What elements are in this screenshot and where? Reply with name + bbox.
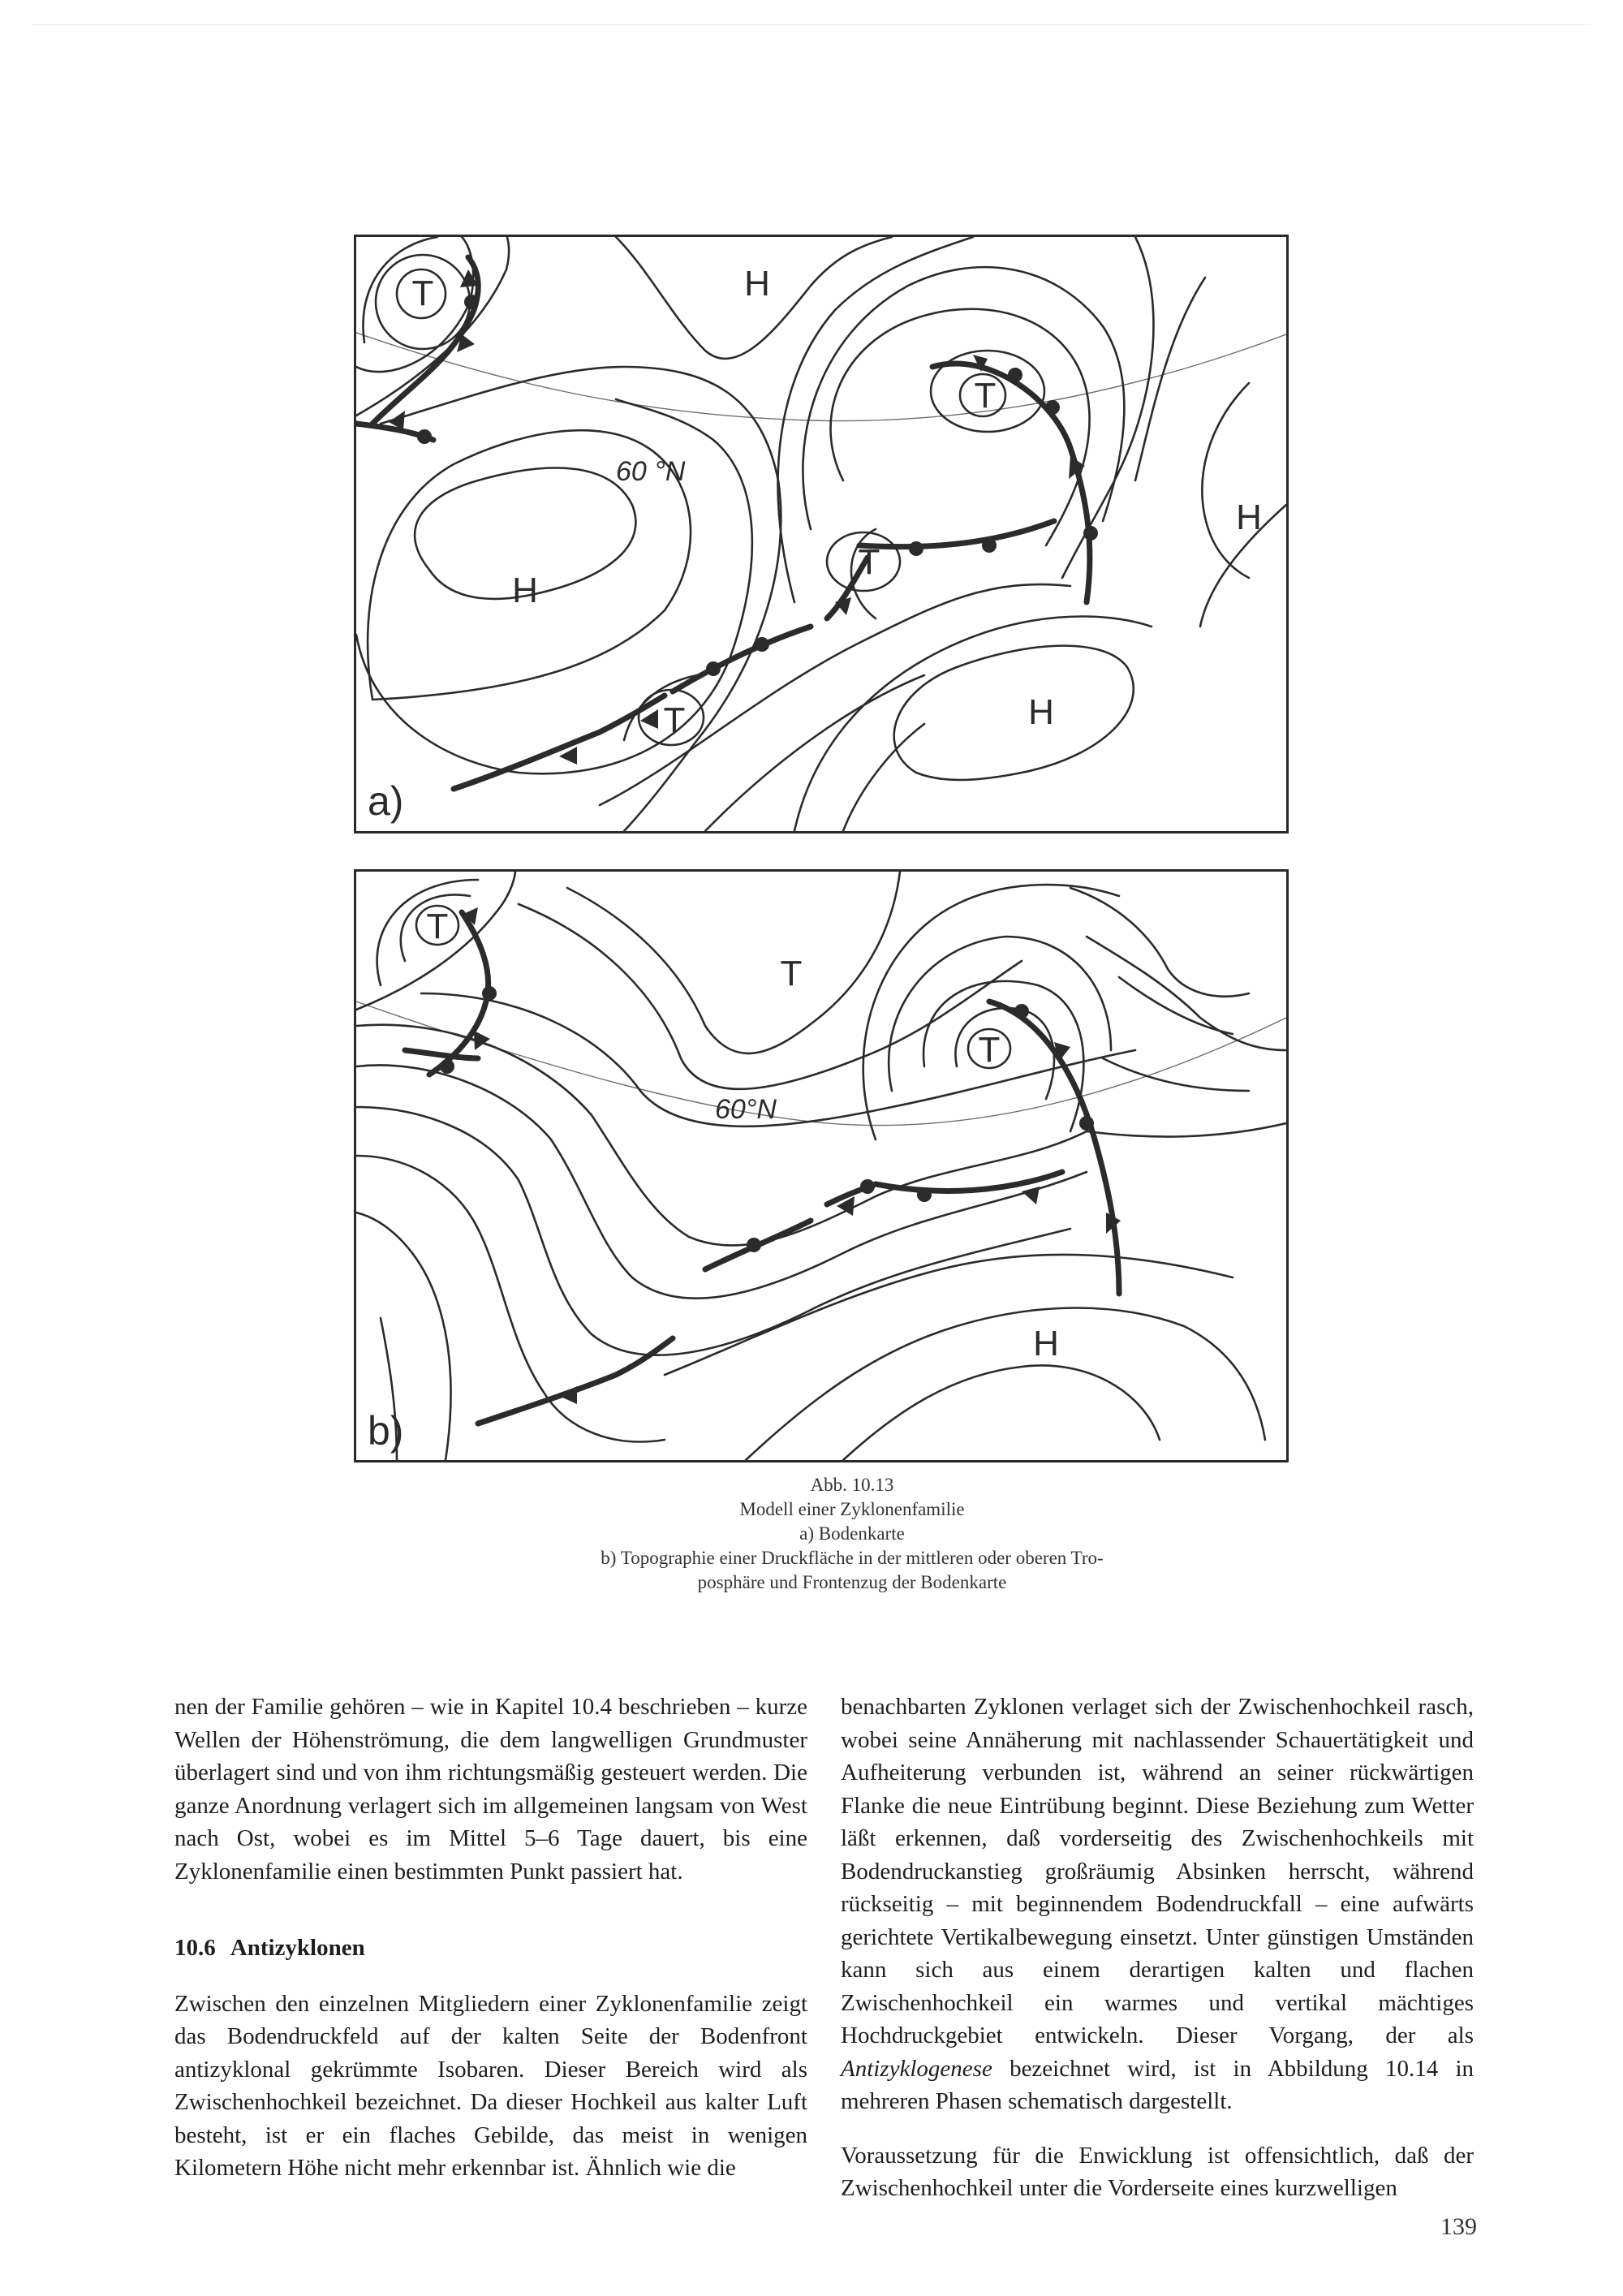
weather-front	[989, 1002, 1119, 1294]
caption-line-b2: posphäre und Frontenzug der Bodenkarte	[697, 1572, 1007, 1592]
warm-front-semicircle	[982, 538, 997, 553]
panel-letter: b)	[368, 1408, 404, 1454]
surface-map-svg	[356, 237, 1286, 831]
figure-title: Modell einer Zyklonenfamilie	[739, 1499, 965, 1519]
low-pressure-label: T	[974, 376, 997, 416]
latitude-label: 60 °N	[616, 456, 686, 487]
isobar	[356, 399, 752, 773]
warm-front-semicircle	[917, 1187, 932, 1202]
weather-front	[859, 521, 1054, 547]
low-pressure-label: T	[858, 542, 880, 582]
term-antizyklogenese: Antizyklogenese	[841, 2055, 992, 2082]
cold-front-triangle	[474, 1031, 490, 1050]
section-number: 10.6	[174, 1935, 216, 1961]
low-pressure-label: T	[411, 274, 434, 313]
latitude-60n-line	[356, 333, 1286, 421]
high-pressure-label: H	[1028, 692, 1054, 732]
figure-panel-a-surface-map	[354, 235, 1289, 834]
contour-line	[519, 904, 1022, 1089]
text-column-left	[174, 1691, 807, 2185]
warm-front-semicircle	[1008, 368, 1022, 382]
paragraph: Zwischen den einzelnen Mitgliedern einer Zyklonenfamilie zeigt das Bodendruckfeld auf der kalten Seite der Bodenfront antizyklonal gekrümmte Isobaren. Dieser Bereich wird als Zwischenhochkeil bezeichnet. Da dieser Hochkeil aus kalter Luft besteht, ist er ein flaches Gebilde, das meist in wenigen Kilometern Höhe nicht mehr erkennbar ist. Ähnlich wie die	[174, 1990, 807, 2181]
upper-air-map-svg	[356, 872, 1286, 1460]
cold-front-triangle	[1022, 1187, 1040, 1204]
low-pressure-label: T	[780, 954, 803, 993]
contour-line	[1119, 977, 1233, 1034]
latitude-60n-line	[356, 1002, 1286, 1126]
contour-line	[1103, 1058, 1249, 1091]
paragraph	[841, 1691, 1474, 2118]
warm-front-semicircle	[747, 1238, 761, 1252]
contour-line	[843, 1365, 1160, 1460]
caption-line-b1: b) Topographie einer Druckfläche in der mittleren oder oberen Tro-	[601, 1548, 1104, 1568]
contour-line	[356, 1107, 1070, 1355]
panel-letter: a)	[368, 778, 404, 824]
isobar	[803, 267, 1124, 529]
figure-panel-b-upper-air-map	[354, 869, 1289, 1462]
latitude-label: 60°N	[715, 1094, 777, 1125]
high-pressure-label: H	[1033, 1324, 1059, 1363]
warm-front-semicircle	[1083, 526, 1098, 541]
isobar	[894, 646, 1134, 780]
isobar	[356, 237, 509, 416]
contour-line	[1087, 1123, 1286, 1137]
page-top-rule	[32, 24, 1591, 25]
isobar	[600, 584, 1070, 805]
warm-front-semicircle	[1079, 1116, 1094, 1131]
high-pressure-label: H	[1236, 498, 1262, 537]
isobar	[1062, 237, 1154, 578]
warm-front-semicircle	[464, 295, 479, 309]
weather-front	[478, 1338, 673, 1424]
warm-front-semicircle	[1045, 400, 1060, 415]
low-pressure-label: T	[978, 1030, 1001, 1070]
low-pressure-label: T	[663, 700, 686, 740]
section-title: Antizyklonen	[230, 1935, 365, 1961]
contour-line	[567, 872, 900, 1053]
contour-line	[356, 1156, 665, 1442]
warm-front-semicircle	[755, 637, 769, 652]
warm-front-semicircle	[417, 429, 432, 444]
paragraph-text: benachbarten Zyklonen verlaget sich der Zwischenhochkeil rasch, wobei seine Annäherung mit nachlassender Schauertätigkeit und Aufheiterung verbunden ist, während an seiner rückwärtigen Flanke die neue Eintrübung beginnt. Diese Beziehung zum Wetter läßt erkennen, daß vorderseitig des Zwischenhochkeils mit Bodendruckanstieg großräumig Absinken herrscht, während rückseitig – mit beginnendem Bodendruckfall – eine aufwärts gerichtete Vertikalbewegung einsetzt. Unter günstigen Umständen kann sich aus einem derartigen kalten und flachen Zwischenhochkeil ein warmes und vertikal mächtiges Hochdruckgebiet entwickeln. Dieser Vorgang, der als	[841, 1694, 1474, 2048]
paragraph: Voraussetzung für die Enwicklung ist offensichtlich, daß der Zwischenhochkeil unter die Vorderseite eines kurzwelligen	[841, 2142, 1474, 2201]
warm-front-semicircle	[482, 986, 497, 1001]
weather-front	[405, 1050, 478, 1058]
high-pressure-label: H	[512, 571, 538, 610]
warm-front-semicircle	[860, 1179, 875, 1194]
contour-line	[955, 1008, 1054, 1099]
cold-front-triangle	[640, 709, 658, 729]
contour-line	[746, 1308, 1265, 1461]
weather-front	[454, 696, 665, 789]
warm-front-semicircle	[909, 541, 923, 556]
isobar	[843, 724, 924, 831]
caption-line-a: a) Bodenkarte	[799, 1523, 905, 1544]
warm-front-semicircle	[1014, 1004, 1029, 1019]
high-pressure-label: H	[744, 264, 770, 304]
page-number: 139	[1440, 2213, 1477, 2240]
warm-front-semicircle	[440, 1059, 454, 1074]
warm-front-semicircle	[706, 661, 721, 676]
weather-front	[932, 364, 1090, 602]
section-heading	[174, 1932, 807, 1965]
figure-number: Abb. 10.13	[810, 1475, 894, 1495]
text-column-right	[841, 1691, 1474, 2205]
contour-line	[1087, 937, 1286, 1050]
low-pressure-label: T	[426, 907, 449, 946]
paragraph: nen der Familie gehören – wie in Kapitel 10.4 beschrieben – kurze Wellen der Höhenströmung, die dem langwelligen Grundmuster überlagert sind und von ihm richtungsmäßig gesteuert werden. Die ganze Anordnung verlagert sich im allgemeinen langsam von West nach Ost, wobei es im Mittel 5–6 Tage dauert, bis eine Zyklonenfamilie einen bestimmten Punkt passiert hat.	[174, 1694, 807, 1885]
paragraph-text: bezeichnet wird, ist in Abbildung 10.14 in mehreren Phasen schematisch dargestellt.	[841, 2055, 1474, 2114]
cold-front-triangle	[559, 1386, 577, 1404]
isobar	[381, 367, 781, 831]
figure-caption	[568, 1473, 1136, 1595]
